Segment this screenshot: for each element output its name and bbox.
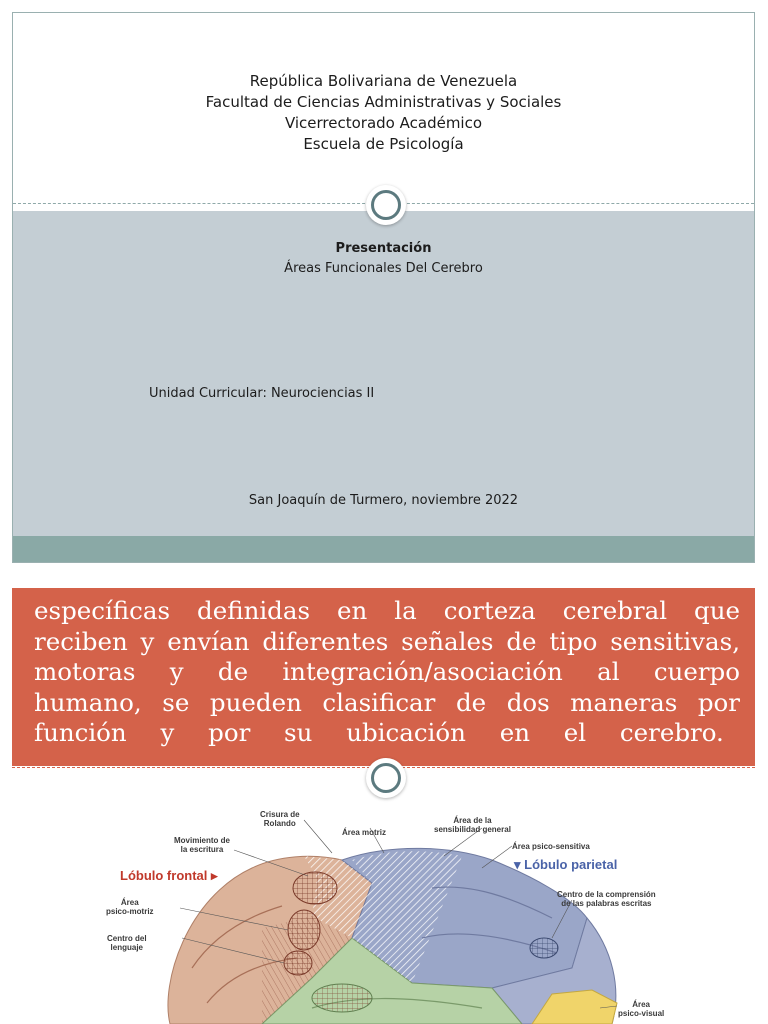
psychomotor-area-oval — [288, 910, 320, 950]
title-slide — [12, 12, 755, 563]
presentation-title: Presentación — [335, 241, 432, 256]
language-center-oval — [284, 951, 312, 975]
body-line: reciben y envían diferentes señales de tipo sensitivas, — [34, 626, 740, 656]
frontal-lobe-text: Lóbulo frontal — [120, 868, 208, 883]
psycho-motor-label: Área psico-motriz — [106, 898, 154, 916]
general-sensitivity-label: Área de la sensibilidad general — [434, 816, 511, 834]
title-slide-content-band — [13, 211, 754, 536]
header-line: Facultad de Ciencias Administrativas y Sociales — [205, 93, 562, 111]
reading-center-oval — [530, 938, 558, 958]
language-center-label: Centro del lenguaje — [107, 934, 147, 952]
body-line: motoras y de integración/asociación al cuerpo — [34, 657, 740, 686]
header-line: Vicerrectorado Académico — [284, 114, 483, 132]
body-line: función y por su ubicación en el cerebro. — [34, 718, 724, 747]
reading-comprehension-label: Centro de la comprensión de las palabras escritas — [557, 890, 656, 908]
presentation-subtitle: Áreas Funcionales Del Cerebro — [284, 261, 483, 276]
content-slide — [12, 588, 755, 1024]
rolando-fissure-label: Crisura de Rolando — [260, 810, 300, 828]
parietal-lobe-text: Lóbulo parietal — [524, 857, 618, 872]
parietal-lobe-label: ▾ Lóbulo parietal — [514, 857, 618, 872]
body-line: humano, se pueden clasificar de dos maneras por — [34, 687, 740, 717]
place-date: San Joaquín de Turmero, noviembre 2022 — [248, 493, 519, 508]
writing-movement-label: Movimiento de la escritura — [174, 836, 231, 854]
frontal-lobe-label: Lóbulo frontal ▸ — [120, 868, 218, 883]
divider-ring-icon — [366, 758, 406, 798]
divider-ring-icon — [366, 185, 406, 225]
motor-area-label: Área motriz — [342, 828, 387, 837]
movement-area-oval — [293, 872, 337, 904]
brain-diagram — [12, 798, 755, 1024]
header-line: Escuela de Psicología — [303, 135, 464, 153]
psycho-sensitive-label: Área psico-sensitiva — [512, 842, 590, 851]
body-text — [34, 596, 740, 749]
curricular-unit: Unidad Curricular: Neurociencias II — [149, 386, 375, 401]
header-line: República Bolivariana de Venezuela — [249, 72, 518, 90]
institution-header — [13, 71, 754, 155]
psycho-visual-label: Área psico-visual — [618, 1000, 665, 1018]
title-slide-bottom-strip — [13, 536, 754, 563]
temporal-area-oval — [312, 984, 372, 1012]
body-line: específicas definidas en la corteza cerebral que — [34, 596, 740, 625]
